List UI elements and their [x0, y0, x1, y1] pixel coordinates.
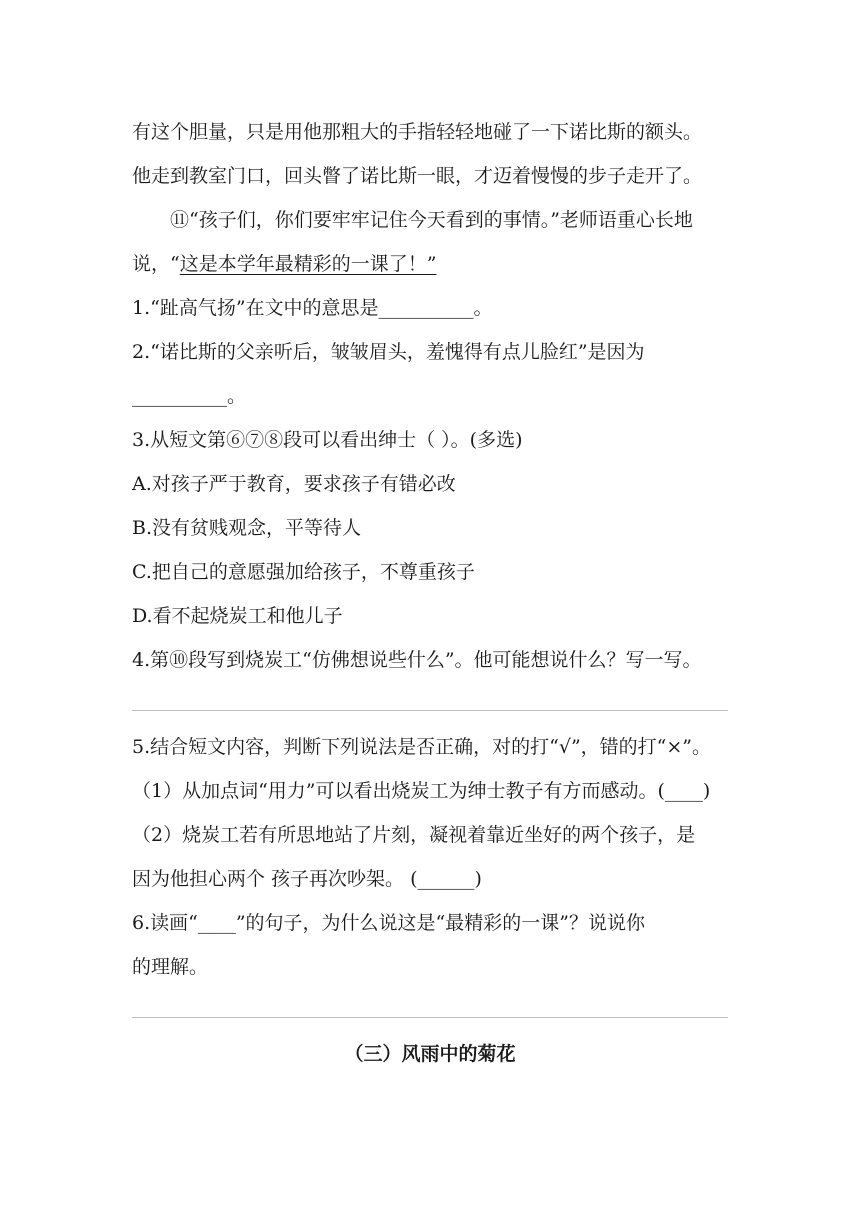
option-d: D.看不起烧炭工和他儿子	[132, 605, 343, 627]
option-c: C.把自己的意愿强加给孩子，不尊重孩子	[132, 561, 475, 583]
option-a: A.对孩子严于教育，要求孩子有错必改	[132, 473, 456, 495]
question-6: 6.读画“____”的句子，为什么说这是“最精彩的一课”？说说你	[132, 912, 645, 934]
underlined-sentence: 这是本学年最精彩的一课了！”	[179, 253, 437, 275]
question-3: 3.从短文第⑥⑦⑧段可以看出绅士（ ）。(多选)	[132, 429, 523, 451]
section-title: （三）风雨中的菊花	[344, 1043, 516, 1065]
question-2-continued: __________。	[132, 385, 247, 407]
passage-line: 他走到教室门口，回头瞥了诺比斯一眼，才迈着慢慢的步子走开了。	[132, 165, 703, 187]
question-4: 4.第⑩段写到烧炭工“仿佛想说些什么”。他可能想说什么？写一写。	[132, 649, 702, 671]
question-5-item-2-continued: 因为他担心两个 孩子再次吵架。 (______)	[132, 868, 482, 890]
passage-text: 说，“	[132, 253, 180, 275]
document-page	[132, 110, 732, 1076]
passage-line: 有这个胆量，只是用他那粗大的手指轻轻地碰了一下诺比斯的额头。	[132, 121, 703, 143]
question-2: 2.“诺比斯的父亲听后，皱皱眉头，羞愧得有点儿脸红”是因为	[132, 341, 645, 363]
question-5-item-2: （2）烧炭工若有所思地站了片刻，凝视着靠近坐好的两个孩子，是	[132, 824, 696, 846]
question-6-continued: 的理解。	[132, 956, 209, 978]
passage-paragraph-11: ⑪“孩子们，你们要牢牢记住今天看到的事情。”老师语重心长地	[170, 209, 693, 231]
option-b: B.没有贫贱观念，平等待人	[132, 517, 362, 539]
question-5: 5.结合短文内容，判断下列说法是否正确，对的打“√”，错的打“×”。	[132, 736, 712, 758]
question-1: 1.“趾高气扬”在文中的意思是__________。	[132, 297, 493, 319]
question-5-item-1: （1）从加点词“用力”可以看出烧炭工为绅士教子有方而感动。(____)	[132, 780, 711, 802]
passage-line	[132, 242, 732, 286]
